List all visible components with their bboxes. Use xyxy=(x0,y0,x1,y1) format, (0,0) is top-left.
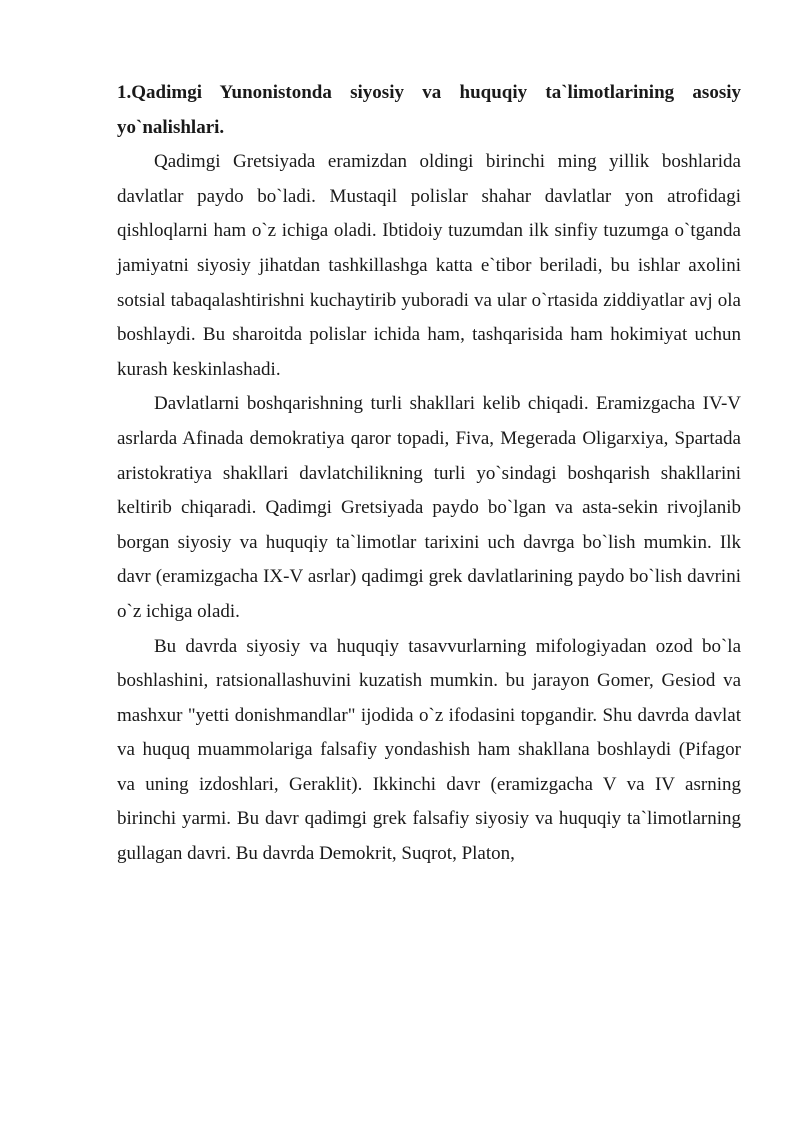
section-heading: 1.Qadimgi Yunonistonda siyosiy va huquqiy ta`limotlarining asosiy yo`nalishlari. xyxy=(117,82,741,138)
paragraph-2: Davlatlarni boshqarishning turli shakllari kelib chiqadi. Eramizgacha IV-V asrlarda Afinada demokratiya qaror topadi, Fiva, Megerada Oligarxiya, Spartada aristokratiya shakllari davlatchilikning turli yo`sindagi boshqarish shakllarini keltirib chiqaradi. Qadimgi Gretsiyada paydo bo`lgan va asta-sekin rivojlanib borgan siyosiy va huquqiy ta`limotlar tarixini uch davrga bo`lish mumkin. Ilk davr (eramizgacha IX-V asrlar) qadimgi grek davlatlarining paydo bo`lish davrini o`z ichiga oladi. xyxy=(117,393,741,622)
document-body xyxy=(117,76,741,872)
paragraph-3: Bu davrda siyosiy va huquqiy tasavvurlarning mifologiyadan ozod bo`la boshlashini, ratsionallashuvini kuzatish mumkin. bu jarayon Gomer, Gesiod va mashxur "yetti donishmandlar" ijodida o`z ifodasini topgandir. Shu davrda davlat va huquq muammolariga falsafiy yondashish ham shakllana boshlaydi (Pifagor va uning izdoshlari, Geraklit). Ikkinchi davr (eramizgacha V va IV asrning birinchi yarmi. Bu davr qadimgi grek falsafiy siyosiy va huquqiy ta`limotlarning gullagan davri. Bu davrda Demokrit, Suqrot, Platon, xyxy=(117,635,741,865)
paragraph-1: Qadimgi Gretsiyada eramizdan oldingi birinchi ming yillik boshlarida davlatlar paydo bo`ladi. Mustaqil polislar shahar davlatlar yon atrofidagi qishloqlarni ham o`z ichiga oladi. Ibtidoiy tuzumdan ilk sinfiy tuzumga o`tganda jamiyatni siyosiy jihatdan tashkillashga katta e`tibor beriladi, bu ishlar axolini sotsial tabaqalashtirishni kuchaytirib yuboradi va ular o`rtasida ziddiyatlar avj ola boshlaydi. Bu sharoitda polislar ichida ham, tashqarisida ham hokimiyat uchun kurash keskinlashadi. xyxy=(117,151,741,380)
